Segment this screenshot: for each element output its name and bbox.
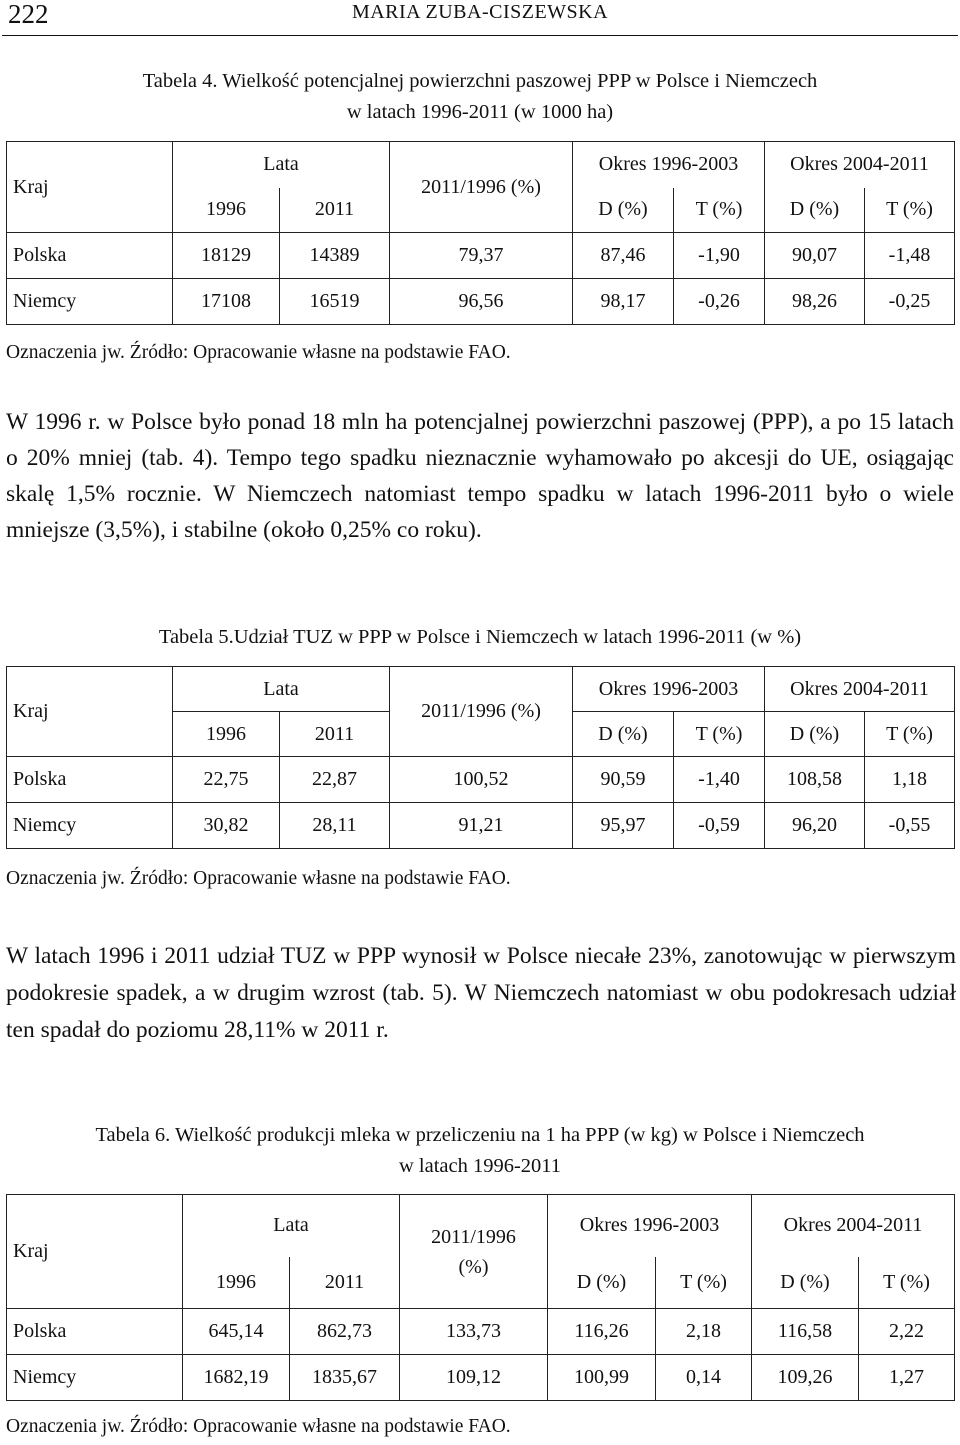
table4-cell-d2: 98,26 bbox=[765, 279, 865, 325]
table4-header-d2: D (%) bbox=[765, 188, 865, 233]
table5-header-kraj: Kraj bbox=[7, 667, 173, 757]
page-number: 222 bbox=[8, 0, 49, 29]
table6-header-1996: 1996 bbox=[183, 1257, 290, 1309]
table5-cell-d2: 96,20 bbox=[765, 803, 865, 849]
table4-header-1996: 1996 bbox=[173, 188, 280, 233]
table5-cell-1996: 30,82 bbox=[173, 803, 280, 849]
table4 bbox=[6, 141, 955, 325]
table4-note: Oznaczenia jw. Źródło: Opracowanie własne na podstawie FAO. bbox=[6, 342, 511, 363]
table6-caption bbox=[0, 1120, 960, 1182]
table5-cell-d1: 90,59 bbox=[573, 757, 674, 803]
table5-header-okres2: Okres 2004-2011 bbox=[765, 667, 955, 712]
table6-cell-t1: 0,14 bbox=[656, 1355, 752, 1401]
table5-cell-t1: -0,59 bbox=[674, 803, 765, 849]
table6-cell-d1: 100,99 bbox=[548, 1355, 656, 1401]
table4-cell-d1: 87,46 bbox=[573, 233, 674, 279]
table5-header-2011: 2011 bbox=[280, 712, 390, 757]
table5-cell-ratio: 100,52 bbox=[390, 757, 573, 803]
header-rule bbox=[2, 35, 958, 36]
table6-cell-t1: 2,18 bbox=[656, 1309, 752, 1355]
body-paragraph-1: W 1996 r. w Polsce było ponad 18 mln ha potencjalnej powierzchni paszowej (PPP), a po 15 latach o 20% mniej (tab. 4). Tempo tego spadku nieznacznie wyhamowało po akcesji do UE, osiągając skalę 1,5% rocznie. W Niemczech natomiast tempo spadku w latach 1996-2011 było o wiele mniejsze (3,5%), i stabilne (około 0,25% co roku). bbox=[6, 409, 954, 543]
table4-cell-kraj: Niemcy bbox=[7, 279, 173, 325]
table6-cell-d2: 109,26 bbox=[752, 1355, 859, 1401]
table6-cell-1996: 645,14 bbox=[183, 1309, 290, 1355]
table4-header-okres2: Okres 2004-2011 bbox=[765, 142, 955, 188]
table4-header-kraj: Kraj bbox=[7, 142, 173, 233]
table-row bbox=[7, 1309, 955, 1355]
table6-header-okres2: Okres 2004-2011 bbox=[752, 1195, 955, 1257]
table5-header-t2: T (%) bbox=[865, 712, 955, 757]
table-row bbox=[7, 757, 955, 803]
table6-caption-line2: w latach 1996-2011 bbox=[398, 1155, 562, 1177]
table5-header-lata: Lata bbox=[173, 667, 390, 712]
table6-cell-ratio: 133,73 bbox=[400, 1309, 548, 1355]
table6-header-lata: Lata bbox=[183, 1195, 400, 1257]
table6-cell-kraj: Polska bbox=[7, 1309, 183, 1355]
table6-header-2011: 2011 bbox=[290, 1257, 400, 1309]
table5-cell-t2: 1,18 bbox=[865, 757, 955, 803]
table5-cell-ratio: 91,21 bbox=[390, 803, 573, 849]
table6-caption-line1: Tabela 6. Wielkość produkcji mleka w przeliczeniu na 1 ha PPP (w kg) w Polsce i Niemczech bbox=[95, 1124, 865, 1146]
table4-header-2011: 2011 bbox=[280, 188, 390, 233]
table4-header-t2: T (%) bbox=[865, 188, 955, 233]
table6-cell-kraj: Niemcy bbox=[7, 1355, 183, 1401]
table5-cell-kraj: Niemcy bbox=[7, 803, 173, 849]
table4-cell-t1: -0,26 bbox=[674, 279, 765, 325]
table6-header-ratio bbox=[400, 1195, 548, 1309]
table6-header-t1: T (%) bbox=[656, 1257, 752, 1309]
table6-header-d1: D (%) bbox=[548, 1257, 656, 1309]
table4-header-ratio: 2011/1996 (%) bbox=[390, 142, 573, 233]
table4-cell-ratio: 79,37 bbox=[390, 233, 573, 279]
table5-cell-2011: 28,11 bbox=[280, 803, 390, 849]
table4-cell-t1: -1,90 bbox=[674, 233, 765, 279]
table4-cell-2011: 16519 bbox=[280, 279, 390, 325]
table5-header-t1: T (%) bbox=[674, 712, 765, 757]
table4-header-lata: Lata bbox=[173, 142, 390, 188]
table4-cell-d1: 98,17 bbox=[573, 279, 674, 325]
table5-cell-d2: 108,58 bbox=[765, 757, 865, 803]
body-paragraph-2: W latach 1996 i 2011 udział TUZ w PPP wynosił w Polsce niecałe 23%, zanotowując w pierwszym podokresie spadek, a w drugim wzrost (tab. 5). W Niemczech natomiast w obu podokresach udział ten spadał do poziomu 28,11% w 2011 r. bbox=[6, 943, 956, 1043]
table4-caption-line1: Tabela 4. Wielkość potencjalnej powierzchni paszowej PPP w Polsce i Niemczech bbox=[142, 70, 818, 92]
table5-cell-d1: 95,97 bbox=[573, 803, 674, 849]
table4-header-okres1: Okres 1996-2003 bbox=[573, 142, 765, 188]
table5-header-ratio: 2011/1996 (%) bbox=[390, 667, 573, 757]
table4-cell-1996: 17108 bbox=[173, 279, 280, 325]
running-header-author: MARIA ZUBA-CISZEWSKA bbox=[351, 1, 609, 23]
table5-cell-kraj: Polska bbox=[7, 757, 173, 803]
table4-cell-t2: -1,48 bbox=[865, 233, 955, 279]
table4-cell-2011: 14389 bbox=[280, 233, 390, 279]
table-row bbox=[7, 1355, 955, 1401]
table6-cell-t2: 1,27 bbox=[859, 1355, 955, 1401]
table-row bbox=[7, 803, 955, 849]
table-row bbox=[7, 233, 955, 279]
table4-caption bbox=[0, 66, 960, 128]
table4-header-t1: T (%) bbox=[674, 188, 765, 233]
table4-cell-kraj: Polska bbox=[7, 233, 173, 279]
table6-header-ratio-line2: (%) bbox=[458, 1255, 489, 1278]
table6-cell-2011: 862,73 bbox=[290, 1309, 400, 1355]
table6-header-ratio-line1: 2011/1996 bbox=[431, 1225, 516, 1248]
table4-caption-line2: w latach 1996-2011 (w 1000 ha) bbox=[346, 101, 614, 123]
table5-cell-2011: 22,87 bbox=[280, 757, 390, 803]
table4-header-d1: D (%) bbox=[573, 188, 674, 233]
table6-header-t2: T (%) bbox=[859, 1257, 955, 1309]
table6-header-kraj: Kraj bbox=[7, 1195, 183, 1309]
table4-cell-t2: -0,25 bbox=[865, 279, 955, 325]
table5-note: Oznaczenia jw. Źródło: Opracowanie własne na podstawie FAO. bbox=[6, 868, 511, 889]
table5-cell-t2: -0,55 bbox=[865, 803, 955, 849]
table6-cell-2011: 1835,67 bbox=[290, 1355, 400, 1401]
table6-note: Oznaczenia jw. Źródło: Opracowanie własne na podstawie FAO. bbox=[6, 1416, 511, 1437]
table4-cell-1996: 18129 bbox=[173, 233, 280, 279]
table5-cell-t1: -1,40 bbox=[674, 757, 765, 803]
table4-cell-d2: 90,07 bbox=[765, 233, 865, 279]
table6 bbox=[6, 1194, 955, 1401]
table-row bbox=[7, 279, 955, 325]
table5-header-d2: D (%) bbox=[765, 712, 865, 757]
table6-cell-d2: 116,58 bbox=[752, 1309, 859, 1355]
table4-cell-ratio: 96,56 bbox=[390, 279, 573, 325]
table5 bbox=[6, 666, 955, 849]
table6-header-okres1: Okres 1996-2003 bbox=[548, 1195, 752, 1257]
table5-header-d1: D (%) bbox=[573, 712, 674, 757]
table6-cell-ratio: 109,12 bbox=[400, 1355, 548, 1401]
table6-cell-t2: 2,22 bbox=[859, 1309, 955, 1355]
table5-header-okres1: Okres 1996-2003 bbox=[573, 667, 765, 712]
table5-cell-1996: 22,75 bbox=[173, 757, 280, 803]
table6-cell-1996: 1682,19 bbox=[183, 1355, 290, 1401]
table5-caption: Tabela 5.Udział TUZ w PPP w Polsce i Niemczech w latach 1996-2011 (w %) bbox=[158, 626, 802, 648]
table5-header-1996: 1996 bbox=[173, 712, 280, 757]
table6-header-d2: D (%) bbox=[752, 1257, 859, 1309]
table6-cell-d1: 116,26 bbox=[548, 1309, 656, 1355]
